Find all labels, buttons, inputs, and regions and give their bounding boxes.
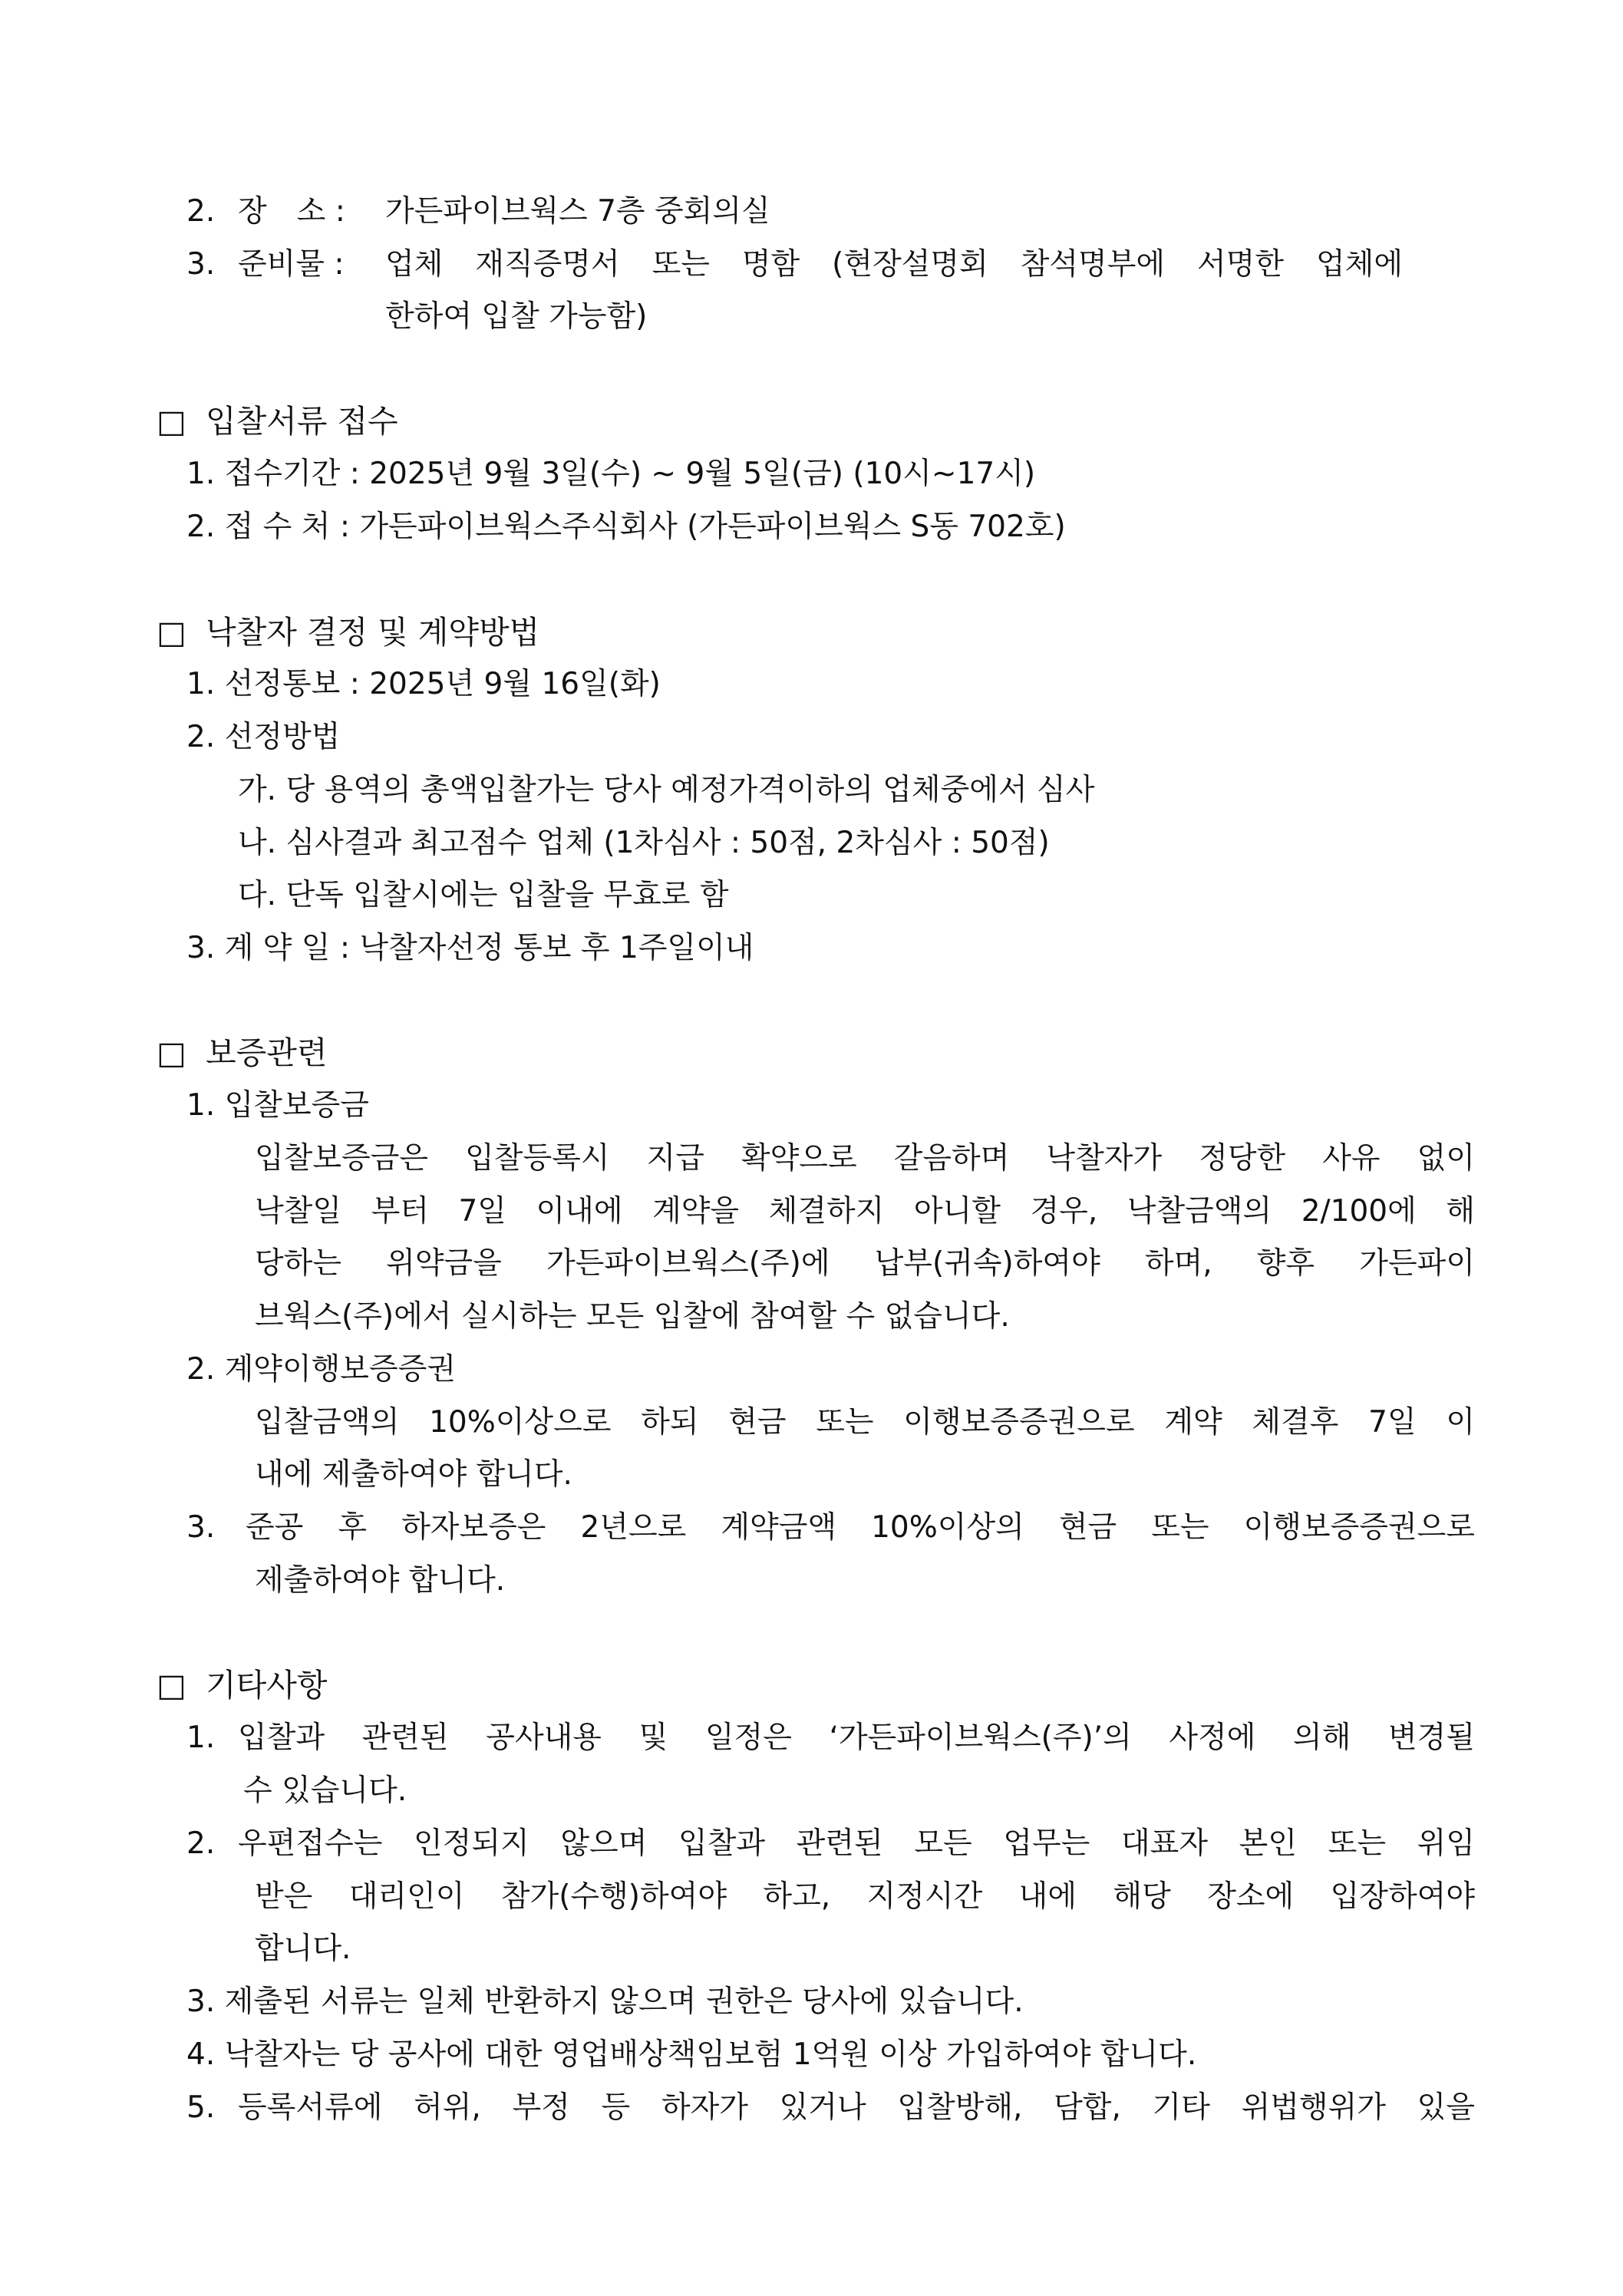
defect-bond-line-2: 제출하여야 합니다. — [255, 1563, 506, 1598]
defect-bond-line-1: 준공 후 하자보증은 2년으로 계약금액 10%이상의 현금 또는 이행보증증권으로 — [246, 1510, 1475, 1545]
etc-item-2-line-1: 우편접수는 인정되지 않으며 입찰과 관련된 모든 업무는 대표자 본인 또는 위임 — [238, 1826, 1475, 1861]
etc-item-5-number: 5. — [186, 2090, 216, 2125]
section-receipt-box-icon: □ — [157, 403, 186, 440]
etc-item-4: 4. 낙찰자는 당 공사에 대한 영업배상책임보험 1억원 이상 가입하여야 합니다. — [186, 2037, 1197, 2072]
etc-item-2-line-3: 합니다. — [255, 1931, 351, 1966]
section-award-box-icon: □ — [157, 614, 186, 651]
place-value: 가든파이브웍스 7층 중회의실 — [385, 194, 770, 229]
etc-item-2-line-2: 받은 대리인이 참가(수행)하여야 하고, 지정시간 내에 해당 장소에 입장하여야 — [255, 1879, 1475, 1914]
section-guarantee-box-icon: □ — [157, 1034, 186, 1071]
bid-deposit-title: 1. 입찰보증금 — [186, 1088, 369, 1123]
bid-deposit-line-4: 브웍스(주)에서 실시하는 모든 입찰에 참여할 수 없습니다. — [255, 1299, 1010, 1334]
performance-bond-title: 2. 계약이행보증증권 — [186, 1352, 456, 1387]
section-etc-box-icon: □ — [157, 1667, 186, 1704]
prep-label: 준비물 : — [238, 247, 345, 282]
place-label: 장 소 : — [238, 194, 345, 229]
etc-item-5-line-1: 등록서류에 허위, 부정 등 하자가 있거나 입찰방해, 담합, 기타 위법행위가 있을 — [238, 2090, 1475, 2125]
etc-item-3: 3. 제출된 서류는 일체 반환하지 않으며 권한은 당사에 있습니다. — [186, 1984, 1024, 2019]
award-method-c: 다. 단독 입찰시에는 입찰을 무효로 함 — [238, 878, 729, 912]
etc-item-1-line-2: 수 있습니다. — [243, 1773, 407, 1808]
section-award-title: 낙찰자 결정 및 계약방법 — [206, 614, 540, 651]
place-number: 2. — [186, 194, 216, 229]
award-method: 2. 선정방법 — [186, 720, 341, 754]
section-guarantee-title: 보증관련 — [206, 1034, 328, 1071]
defect-bond-number: 3. — [186, 1510, 216, 1545]
section-etc-title: 기타사항 — [206, 1667, 328, 1704]
award-method-a: 가. 당 용역의 총액입찰가는 당사 예정가격이하의 업체중에서 심사 — [238, 773, 1095, 807]
etc-item-1-number: 1. — [186, 1720, 216, 1755]
etc-item-1-line-1: 입찰과 관련된 공사내용 및 일정은 ‘가든파이브웍스(주)’의 사정에 의해 변경될 — [238, 1720, 1475, 1755]
bid-deposit-line-3: 당하는 위약금을 가든파이브웍스(주)에 납부(귀속)하여야 하며, 향후 가든파이 — [255, 1246, 1475, 1281]
performance-bond-line-2: 내에 제출하여야 합니다. — [255, 1457, 572, 1492]
prep-number: 3. — [186, 247, 216, 282]
award-contract-date: 3. 계 약 일 : 낙찰자선정 통보 후 1주일이내 — [186, 931, 754, 965]
performance-bond-line-1: 입찰금액의 10%이상으로 하되 현금 또는 이행보증증권으로 계약 체결후 7일 이 — [255, 1405, 1475, 1440]
section-receipt-title: 입찰서류 접수 — [206, 403, 398, 440]
receipt-place: 2. 접 수 처 : 가든파이브웍스주식회사 (가든파이브웍스 S동 702호) — [186, 510, 1066, 544]
prep-line-1: 업체 재직증명서 또는 명함 (현장설명회 참석명부에 서명한 업체에 — [385, 247, 1403, 282]
etc-item-2-number: 2. — [186, 1826, 216, 1861]
bid-deposit-line-2: 낙찰일 부터 7일 이내에 계약을 체결하지 아니할 경우, 낙찰금액의 2/100에 해 — [255, 1194, 1475, 1229]
award-notice: 1. 선정통보 : 2025년 9월 16일(화) — [186, 667, 661, 701]
award-method-b: 나. 심사결과 최고점수 업체 (1차심사 : 50점, 2차심사 : 50점) — [238, 826, 1050, 860]
bid-deposit-line-1: 입찰보증금은 입찰등록시 지급 확약으로 갈음하며 낙찰자가 정당한 사유 없이 — [255, 1141, 1475, 1176]
receipt-period: 1. 접수기간 : 2025년 9월 3일(수) ~ 9월 5일(금) (10시~17시) — [186, 457, 1036, 491]
prep-line-2: 한하여 입찰 가능함) — [385, 299, 648, 334]
